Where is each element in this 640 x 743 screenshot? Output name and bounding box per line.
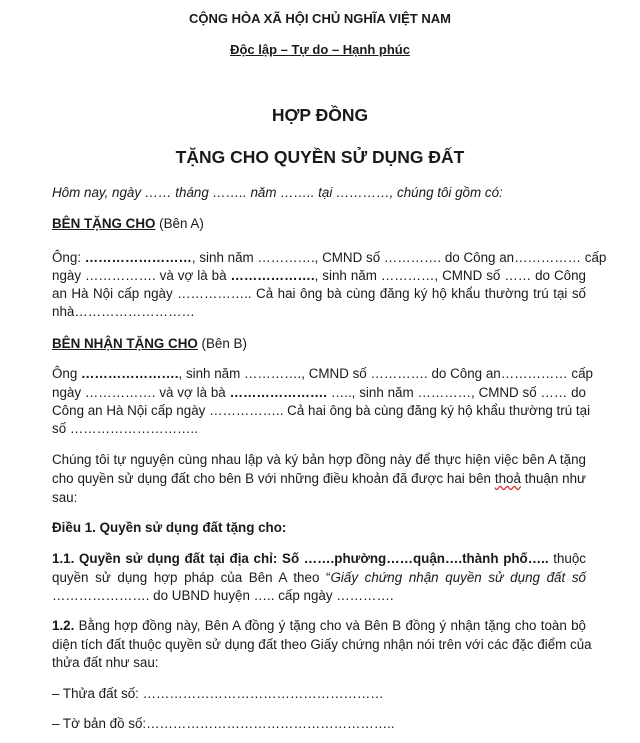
agreement-line-3: sau: xyxy=(52,490,78,505)
clause-1-2-number: 1.2. xyxy=(52,618,75,633)
party-b-line-2 xyxy=(52,385,586,400)
party-b-line-3: Công an Hà Nội cấp ngày …………….. Cả hai ông bà cùng đăng ký hộ khẩu thường trú tại xyxy=(52,403,591,418)
party-a-line-3: an Hà Nội cấp ngày …………….. Cả hai ông bà cùng đăng ký hộ khẩu thường trú tại số xyxy=(52,286,586,301)
intro-line: Hôm nay, ngày …… tháng …….. năm …….. tại …………, chúng tôi gồm có: xyxy=(52,185,503,200)
party-a-heading xyxy=(52,216,204,231)
document-subtitle: TẶNG CHO QUYỀN SỬ DỤNG ĐẤT xyxy=(175,147,465,167)
party-b-l2-a: ngày ……………. và vợ là bà xyxy=(52,385,230,400)
party-b-heading xyxy=(52,336,247,351)
party-a-l1-c: , sinh năm …………., CMND số …………. do Công an…………… cấp xyxy=(191,250,607,265)
party-a-line-2 xyxy=(52,268,586,283)
clause-1-1-line-1 xyxy=(52,551,586,566)
clause-1-2-l1: Bằng hợp đồng này, Bên A đồng ý tặng cho và Bên B đồng ý nhận tặng cho toàn bộ xyxy=(74,618,586,633)
agreement-l2-b: thoả xyxy=(494,471,521,486)
party-a-line-1 xyxy=(52,250,607,265)
party-b-l1-b: …………………. xyxy=(81,366,179,381)
party-a-l1-a: Ông: xyxy=(52,250,85,265)
article-1-heading: Điều 1. Quyền sử dụng đất tặng cho: xyxy=(52,520,287,535)
party-a-line-4: nhà……………………… xyxy=(52,304,195,319)
agreement-line-2 xyxy=(52,471,586,486)
clause-1-2-line-1 xyxy=(52,618,586,633)
party-b-l2-b: …………………. xyxy=(229,385,328,400)
document-title: HỢP ĐỒNG xyxy=(271,105,369,125)
party-a-l2-a: ngày ……………. và vợ là bà xyxy=(52,268,231,283)
clause-1-1-line-3: …………………. do UBND huyện ….. cấp ngày …………. xyxy=(52,588,394,603)
party-a-heading-suffix: (Bên A) xyxy=(155,216,204,231)
motto-text: Độc lập – Tự do – Hạnh phúc xyxy=(230,42,410,57)
party-a-heading-text: BÊN TẶNG CHO xyxy=(52,216,156,231)
clause-1-1-bold: 1.1. Quyền sử dụng đất tại địa chỉ: Số …….phường……quận….thành phố….. xyxy=(52,551,549,566)
party-b-l1-a: Ông xyxy=(52,366,82,381)
map-sheet-item: – Tờ bản đồ số:……………………………………………….. xyxy=(52,716,395,731)
clause-1-2-line-2: diện tích đất thuộc quyền sử dụng đất theo Giấy chứng nhận nói trên với các đặc điểm của xyxy=(52,637,592,652)
clause-1-1-l2-b: Giấy chứng nhận quyền sử dụng đất số xyxy=(330,570,586,585)
parcel-number-item: – Thửa đất số: ……………………………………………… xyxy=(52,686,384,701)
agreement-l2-c: thuận như xyxy=(520,471,587,486)
clause-1-1-rest: thuộc xyxy=(548,551,586,566)
party-a-l2-c: , sinh năm …………, CMND số …… do Công xyxy=(314,268,586,283)
party-b-l1-c: , sinh năm …………., CMND số …………. do Công an…………… cấp xyxy=(178,366,593,381)
motto xyxy=(0,42,640,57)
party-b-line-4: số ……………………….. xyxy=(52,421,198,436)
clause-1-1-line-2 xyxy=(52,570,586,585)
party-a-l1-b: …………………… xyxy=(84,250,192,265)
clause-1-2-line-3: thửa đất như sau: xyxy=(52,655,159,670)
party-b-heading-suffix: (Bên B) xyxy=(197,336,247,351)
party-b-line-1 xyxy=(52,366,593,381)
party-b-l2-c: ….., sinh năm …………, CMND số …… do xyxy=(327,385,587,400)
agreement-line-1: Chúng tôi tự nguyện cùng nhau lập và ký bản hợp đồng này để thực hiện việc bên A tặng xyxy=(52,452,586,467)
party-a-l2-b: ………………. xyxy=(230,268,315,283)
party-b-heading-text: BÊN NHẬN TẶNG CHO xyxy=(52,336,198,351)
agreement-l2-a: cho quyền sử dụng đất cho bên B với những điều khoản đã được hai bên xyxy=(52,471,495,486)
nation-header: CỘNG HÒA XÃ HỘI CHỦ NGHĨA VIỆT NAM xyxy=(189,11,451,26)
clause-1-1-l2-a: quyền sử dụng hợp pháp của Bên A theo “ xyxy=(52,570,331,585)
